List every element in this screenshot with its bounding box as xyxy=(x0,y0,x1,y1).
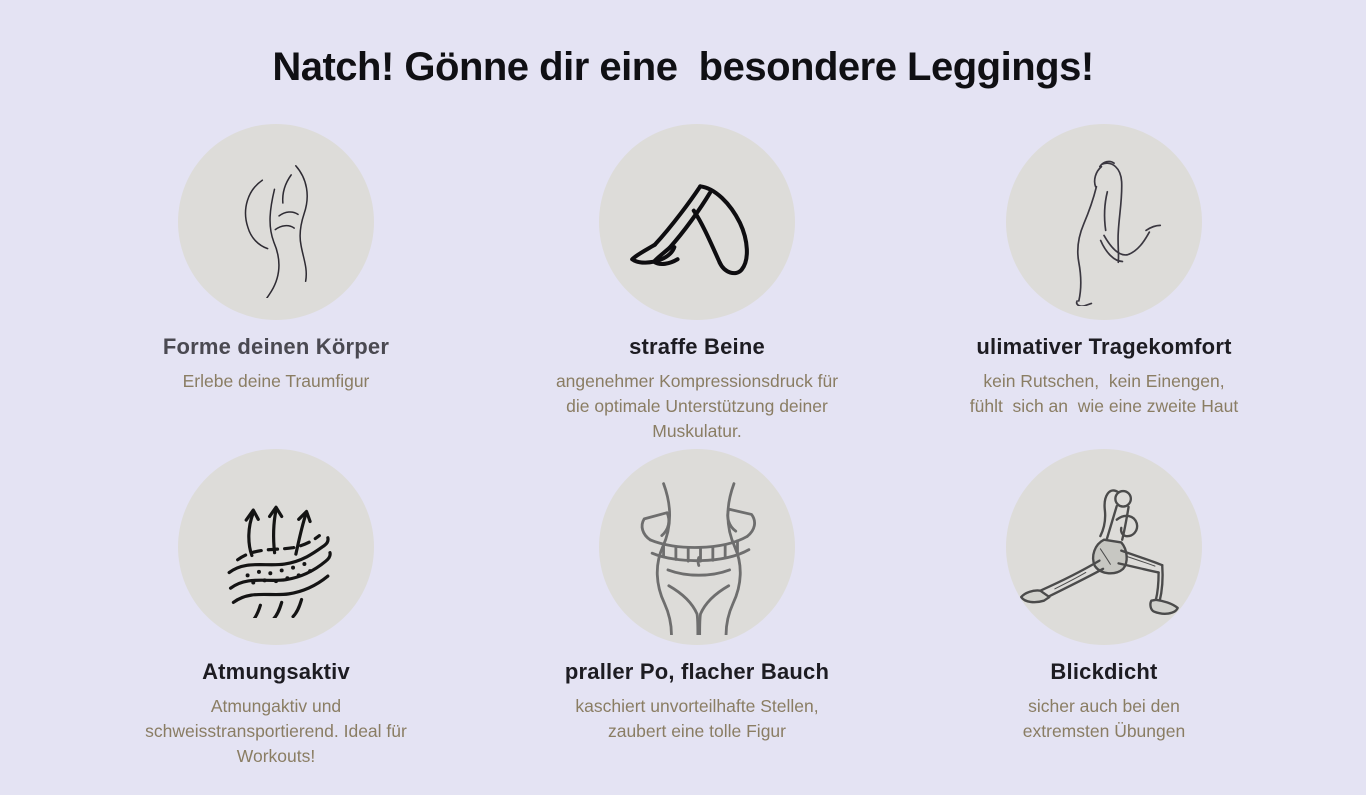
description-line: Atmungaktiv und xyxy=(210,695,342,716)
breathable-fabric-icon xyxy=(205,476,347,618)
feature-description xyxy=(145,694,407,769)
lunging-woman-icon xyxy=(1013,456,1195,638)
feature-circle xyxy=(599,124,795,320)
description-line: Erlebe deine Traumfigur xyxy=(182,370,370,391)
feature-row-bottom xyxy=(0,449,1366,769)
standing-woman-line-art-icon xyxy=(1020,138,1188,306)
feature-circle xyxy=(178,449,374,645)
description-line: schweisstransportierend. Ideal für xyxy=(145,720,407,741)
feature-card-tragekomfort xyxy=(924,124,1284,419)
feature-card-atmungsaktiv xyxy=(96,449,456,769)
feature-circle xyxy=(178,124,374,320)
description-line: zaubert eine tolle Figur xyxy=(607,720,786,741)
feature-description xyxy=(575,694,818,744)
feature-card-blickdicht xyxy=(924,449,1284,744)
feature-heading: Forme deinen Körper xyxy=(162,333,390,359)
description-line: kein Rutschen, kein Einengen, xyxy=(983,370,1225,391)
feature-heading: straffe Beine xyxy=(629,333,765,359)
page-title: Natch! Gönne dir eine besondere Leggings! xyxy=(272,44,1094,89)
feature-description xyxy=(1023,694,1185,744)
waist-measuring-tape-icon xyxy=(609,459,785,635)
description-line: Workouts! xyxy=(236,745,316,766)
description-line: fühlt sich an wie eine zweite Haut xyxy=(969,395,1239,416)
feature-circle xyxy=(1006,449,1202,645)
feature-description xyxy=(183,369,370,394)
feature-card-praller-po xyxy=(517,449,877,744)
feature-heading: Blickdicht xyxy=(1050,658,1158,684)
feature-heading: Atmungsaktiv xyxy=(202,658,350,684)
feature-card-straffe-beine xyxy=(517,124,877,444)
description-line: Muskulatur. xyxy=(652,420,742,441)
feature-circle xyxy=(599,449,795,645)
description-line: kaschiert unvorteilhafte Stellen, xyxy=(575,695,819,716)
feature-circle xyxy=(1006,124,1202,320)
description-line: die optimale Unterstützung deiner xyxy=(566,395,828,416)
feature-row-top xyxy=(0,124,1366,449)
bent-legs-line-art-icon xyxy=(616,141,778,303)
feature-heading: ulimativer Tragekomfort xyxy=(976,333,1232,359)
description-line: sicher auch bei den xyxy=(1028,695,1180,716)
feature-card-forme-koerper xyxy=(96,124,456,394)
description-line: angenehmer Kompressionsdruck für xyxy=(555,370,839,391)
feature-banner xyxy=(0,27,1366,795)
feature-heading: praller Po, flacher Bauch xyxy=(564,658,830,684)
feature-description xyxy=(556,369,838,444)
woman-back-line-art-icon xyxy=(200,146,352,298)
description-line: extremsten Übungen xyxy=(1022,720,1186,741)
feature-description xyxy=(970,369,1238,419)
